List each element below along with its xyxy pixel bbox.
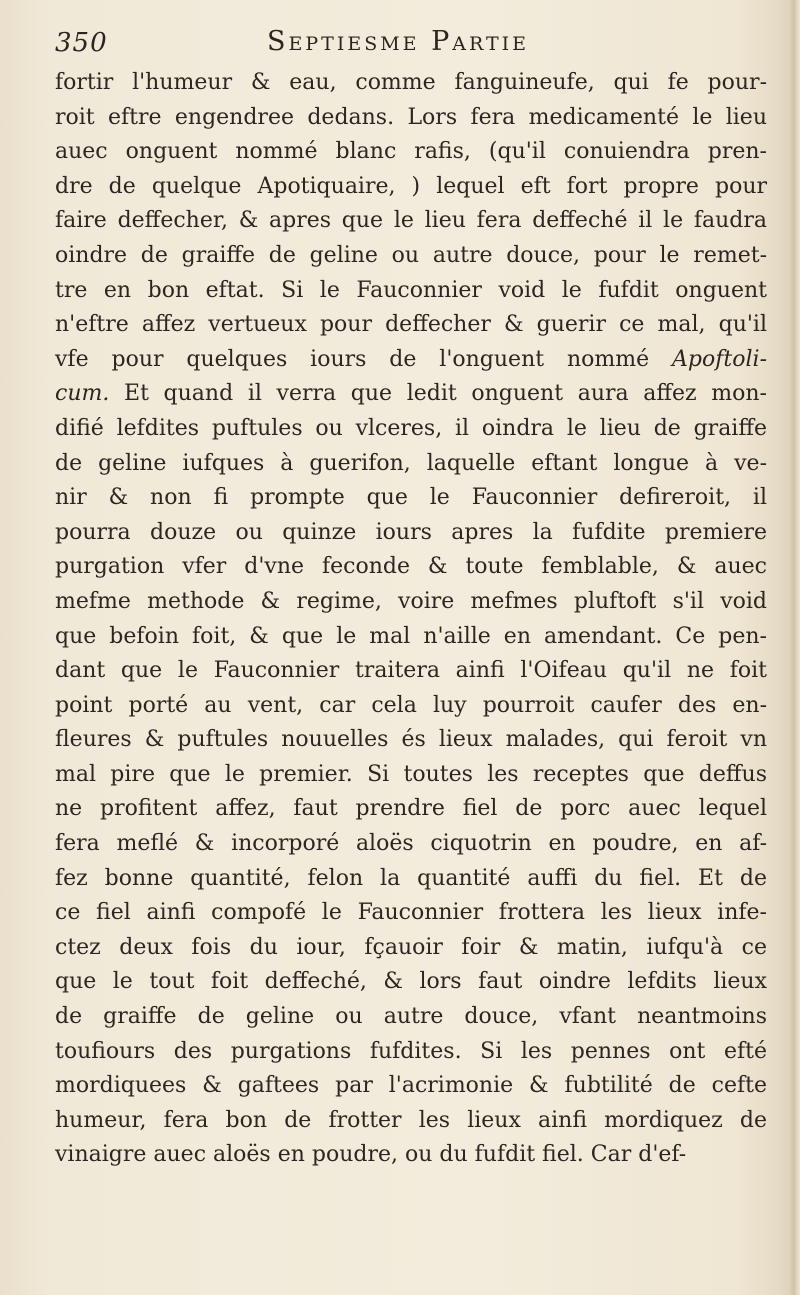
text-line (55, 516, 767, 551)
line-text: point porté au vent, car cela luy pourroit caufer des en- (55, 692, 767, 718)
line-text: faire deffecher, & apres que le lieu fera deffeché il le faudra (55, 208, 767, 234)
line-text: vfe pour quelques iours de l'onguent nommé (55, 346, 673, 372)
text-line (55, 758, 767, 793)
line-text: que le tout foit deffeché, & lors faut oindre lefdits lieux (55, 969, 767, 995)
text-line (55, 66, 767, 101)
text-line (55, 654, 767, 689)
text-line (55, 101, 767, 136)
text-line (55, 170, 767, 205)
line-text: dant que le Fauconnier traitera ainfi l'Oifeau qu'il ne foit (55, 658, 767, 684)
text-line (55, 1138, 767, 1173)
text-line (55, 550, 767, 585)
line-text: Et quand il verra que ledit onguent aura affez mon- (109, 381, 767, 407)
line-text: toufiours des purgations fufdites. Si les pennes ont efté (55, 1038, 767, 1064)
italic-term: cum. (55, 381, 110, 407)
line-text: pourra douze ou quinze iours apres la fufdite premiere (55, 519, 767, 545)
line-text: nir & non fi prompte que le Fauconnier defireroit, il (55, 485, 767, 511)
text-line (55, 308, 767, 343)
text-line (55, 135, 767, 170)
italic-term: Apoftoli- (672, 346, 767, 372)
page-number: 350 (55, 28, 108, 58)
line-text: fez bonne quantité, felon la quantité auffi du fiel. Et de (55, 865, 767, 891)
text-line (55, 1104, 767, 1139)
text-line (55, 931, 767, 966)
text-line (55, 689, 767, 724)
text-line (55, 447, 767, 482)
text-line (55, 620, 767, 655)
line-text: purgation vfer d'vne feconde & toute femblable, & auec (55, 554, 767, 580)
line-text: dre de quelque Apotiquaire, ) lequel eft fort propre pour (55, 173, 767, 199)
text-line (55, 412, 767, 447)
line-text: que befoin foit, & que le mal n'aille en amendant. Ce pen- (55, 623, 767, 649)
line-text: de geline iufques à guerifon, laquelle eftant longue à ve- (55, 450, 767, 476)
line-text: humeur, fera bon de frotter les lieux ainfi mordiquez de (55, 1107, 767, 1133)
text-line (55, 827, 767, 862)
text-line (55, 204, 767, 239)
text-line (55, 792, 767, 827)
line-text: roit eftre engendree dedans. Lors fera medicamenté le lieu (55, 104, 767, 130)
text-line (55, 862, 767, 897)
line-text: mefme methode & regime, voire mefmes pluftoft s'il void (55, 588, 767, 614)
text-line (55, 723, 767, 758)
line-text: vinaigre auec aloës en poudre, ou du fufdit fiel. Car d'ef- (55, 1142, 687, 1168)
text-line (55, 965, 767, 1000)
text-line (55, 1069, 767, 1104)
line-text: auec onguent nommé blanc rafis, (qu'il conuiendra pren- (55, 139, 767, 165)
text-line (55, 481, 767, 516)
text-line (55, 239, 767, 274)
body-text (55, 66, 767, 1173)
line-text: n'eftre affez vertueux pour deffecher & guerir ce mal, qu'il (55, 312, 767, 338)
text-line (55, 1000, 767, 1035)
page-header (55, 24, 745, 64)
line-text: mordiquees & gaftees par l'acrimonie & fubtilité de cefte (55, 1073, 767, 1099)
line-text: ne profitent affez, faut prendre fiel de porc auec lequel (55, 796, 767, 822)
text-line (55, 274, 767, 309)
line-text: ce fiel ainfi compofé le Fauconnier frottera les lieux infe- (55, 900, 767, 926)
line-text: ctez deux fois du iour, fçauoir foir & matin, iufqu'à ce (55, 934, 767, 960)
line-text: difié lefdites puftules ou vlceres, il oindra le lieu de graiffe (55, 415, 767, 441)
text-line (55, 585, 767, 620)
text-line (55, 1035, 767, 1070)
line-text: de graiffe de geline ou autre douce, vfant neantmoins (55, 1004, 767, 1030)
text-line (55, 343, 767, 378)
line-text: oindre de graiffe de geline ou autre douce, pour le remet- (55, 242, 767, 268)
running-head: Septiesme Partie (267, 26, 530, 57)
line-text: tre en bon eftat. Si le Fauconnier void le fufdit onguent (55, 277, 767, 303)
binding-edge (788, 0, 800, 1295)
line-text: mal pire que le premier. Si toutes les receptes que deffus (55, 761, 767, 787)
line-text: fera meflé & incorporé aloës ciquotrin en poudre, en af- (55, 831, 767, 857)
line-text: fleures & puftules nouuelles és lieux malades, qui feroit vn (55, 727, 767, 753)
line-text: fortir l'humeur & eau, comme fanguineufe, qui fe pour- (55, 70, 767, 95)
text-line (55, 377, 767, 412)
text-line (55, 896, 767, 931)
